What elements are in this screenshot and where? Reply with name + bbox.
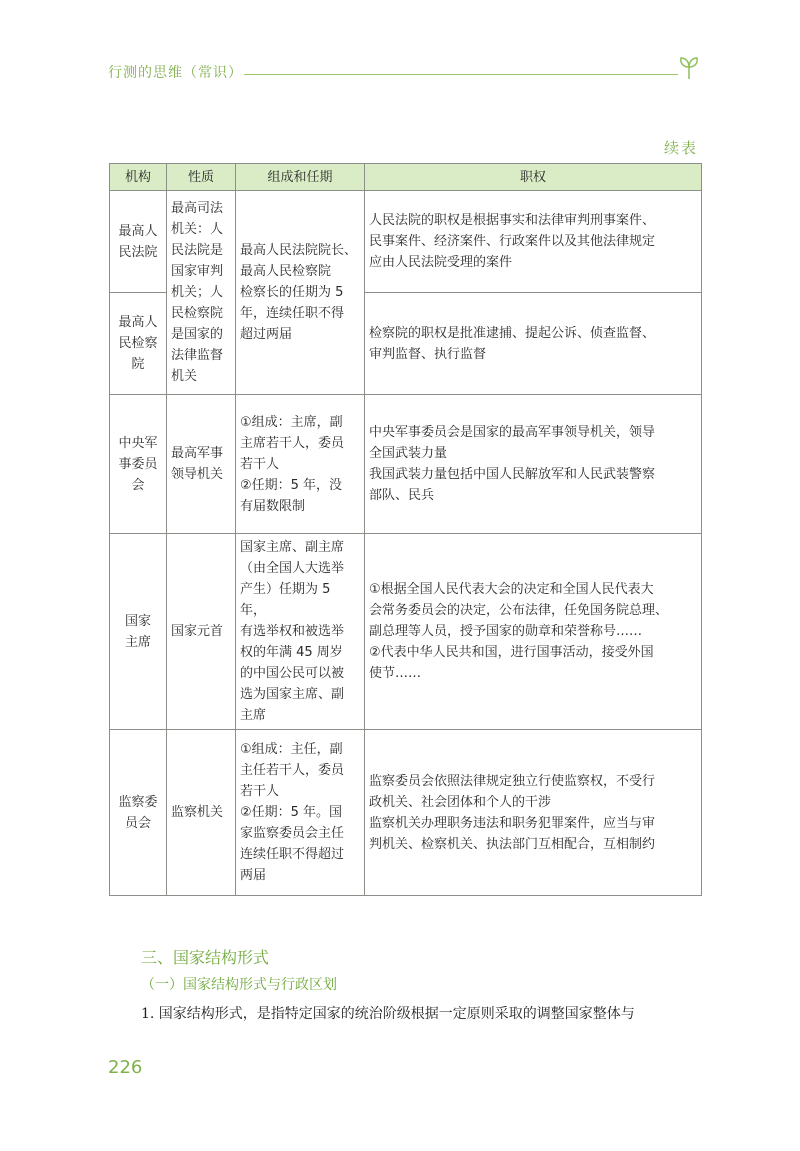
powers-line: 政机关、社会团体和个人的干涉 (369, 794, 552, 810)
nature-line: 国家元首 (171, 624, 224, 639)
book-title: 行测的思维（常识） (108, 65, 243, 81)
powers-line: 审判监督、执行监督 (369, 346, 487, 362)
table-header-row (110, 164, 702, 191)
powers-line: 副总理等人员，授予国家的勋章和荣誉称号…… (369, 624, 643, 639)
term-line: 有届数限制 (240, 498, 306, 514)
nature-cell (167, 534, 236, 730)
table-row (110, 534, 702, 730)
org-cell (110, 293, 167, 395)
powers-line: 全国武装力量 (369, 446, 448, 461)
nature-line: 法律监督 (171, 348, 224, 363)
nature-cell-shared (167, 191, 236, 395)
column-header-nature: 性质 (167, 164, 236, 191)
term-line: 连续任职不得超过 (240, 847, 345, 862)
column-header-powers: 职权 (365, 164, 702, 191)
powers-line: 我国武装力量包括中国人民解放军和人民武装警察 (369, 467, 656, 482)
org-cell (110, 395, 167, 534)
term-line: ②任期：5 年。国 (240, 805, 343, 820)
term-line: 两届 (240, 868, 267, 883)
org-line: 最高人 (118, 223, 158, 239)
org-cell (110, 191, 167, 293)
org-line: 主席 (124, 634, 151, 650)
section-title: 三、国家结构形式 (141, 948, 270, 967)
term-cell-shared (236, 191, 365, 395)
term-line: 最高人民检察院 (240, 264, 332, 279)
column-header-term: 组成和任期 (236, 164, 365, 191)
table-row (110, 395, 702, 534)
nature-line: 民检察院 (171, 306, 224, 321)
term-line: 家监察委员会主任 (240, 826, 345, 841)
term-line: 权的年满 45 周岁 (240, 645, 343, 660)
powers-cell (365, 395, 702, 534)
powers-line: 中央军事委员会是国家的最高军事领导机关，领导 (369, 425, 656, 440)
powers-line: 民事案件、经济案件、行政案件以及其他法律规定 (369, 234, 656, 249)
term-line: 最高人民法院院长、 (240, 243, 358, 258)
powers-line: 检察院的职权是批准逮捕、提起公诉、侦查监督、 (369, 325, 656, 341)
powers-line: 应由人民法院受理的案件 (369, 255, 513, 270)
sprout-icon (678, 54, 700, 80)
term-line: ①组成：主席，副 (240, 414, 343, 430)
term-line: 有选举权和被选举 (240, 624, 345, 639)
running-header (108, 62, 700, 86)
powers-line: 判机关、检察机关、执法部门互相配合，互相制约 (369, 836, 656, 852)
term-line: 年，连续任职不得 (240, 306, 345, 321)
term-line: ①组成：主任，副 (240, 742, 343, 757)
term-line: 选为国家主席、副 (240, 687, 345, 702)
table-row (110, 191, 702, 293)
term-line: 国家主席、副主席 (240, 540, 345, 555)
nature-line: 最高军事 (171, 446, 224, 461)
nature-line: 民法院是 (171, 243, 224, 258)
org-line: 民检察 (118, 336, 158, 351)
nature-cell (167, 730, 236, 896)
powers-cell (365, 730, 702, 896)
org-line: 监察委 (118, 794, 158, 810)
body-paragraph: 1. 国家结构形式，是指特定国家的统治阶级根据一定原则采取的调整国家整体与 (141, 1006, 635, 1022)
term-cell (236, 534, 365, 730)
powers-line: 人民法院的职权是根据事实和法律审判刑事案件、 (369, 213, 656, 228)
powers-cell (365, 534, 702, 730)
term-line: （由全国人大选举 (240, 561, 345, 576)
column-header-org: 机构 (110, 164, 167, 191)
powers-cell (365, 191, 702, 293)
term-line: 若干人 (240, 784, 280, 799)
term-line: 主席若干人，委员 (240, 435, 345, 451)
powers-line: 监察机关办理职务违法和职务犯罪案件，应当与审 (369, 815, 656, 831)
term-line: ②任期：5 年，没 (240, 477, 343, 493)
nature-line: 最高司法 (171, 201, 224, 216)
org-line: 事委员 (118, 456, 158, 472)
powers-line: 使节…… (369, 666, 422, 681)
org-line: 民法院 (118, 244, 158, 260)
term-line: 若干人 (240, 456, 280, 472)
powers-line: 会常务委员会的决定，公布法律，任免国务院总理、 (369, 603, 669, 618)
nature-line: 领导机关 (171, 467, 224, 482)
org-line: 中央军 (118, 435, 158, 451)
page-number: 226 (108, 1057, 143, 1078)
org-cell (110, 534, 167, 730)
term-line: 主任若干人，委员 (240, 763, 345, 778)
nature-line: 机关：人 (171, 222, 224, 237)
nature-line: 机关 (171, 369, 198, 384)
powers-cell (365, 293, 702, 395)
continued-label: 续表 (663, 139, 698, 157)
nature-line: 机关；人 (171, 285, 224, 300)
powers-line: 部队、民兵 (369, 488, 435, 503)
term-line: 主席 (240, 708, 267, 723)
org-line: 会 (131, 477, 145, 493)
term-line: 检察长的任期为 5 (240, 285, 344, 300)
header-rule (244, 74, 678, 75)
state-organs-table (109, 163, 702, 896)
table-row (110, 730, 702, 896)
nature-line: 监察机关 (171, 805, 224, 820)
term-cell (236, 395, 365, 534)
nature-line: 国家审判 (171, 264, 224, 279)
org-line: 国家 (124, 613, 151, 629)
org-line: 院 (131, 357, 145, 372)
nature-cell (167, 395, 236, 534)
powers-line: ①根据全国人民代表大会的决定和全国人民代表大 (369, 582, 654, 597)
section-subtitle: （一）国家结构形式与行政区划 (141, 977, 337, 993)
org-line: 员会 (124, 815, 151, 831)
nature-line: 是国家的 (171, 327, 224, 342)
term-cell (236, 730, 365, 896)
term-line: 产生）任期为 5 年， (240, 582, 331, 618)
term-line: 的中国公民可以被 (240, 666, 345, 681)
org-line: 最高人 (118, 315, 158, 330)
powers-line: ②代表中华人民共和国，进行国事活动，接受外国 (369, 645, 654, 660)
org-cell (110, 730, 167, 896)
powers-line: 监察委员会依照法律规定独立行使监察权，不受行 (369, 773, 656, 789)
term-line: 超过两届 (240, 327, 293, 342)
